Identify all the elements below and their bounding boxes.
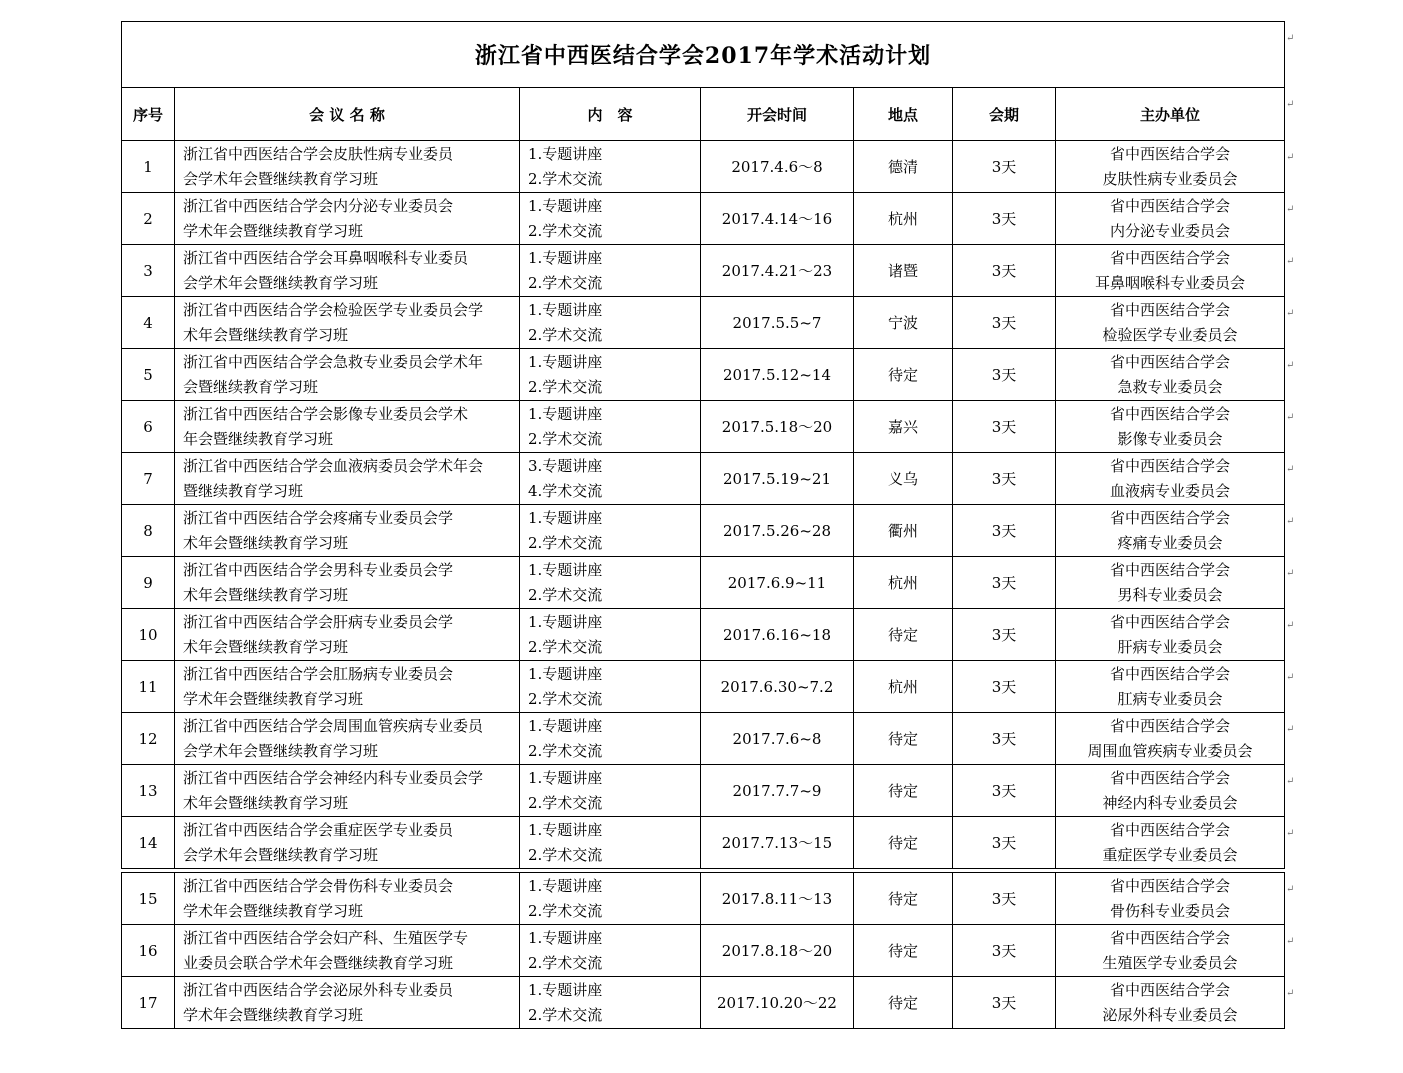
meeting-duration: 3天 <box>953 505 1056 557</box>
meeting-content <box>520 873 701 925</box>
organizer-line: 周围血管疾病专业委员会 <box>1087 741 1253 760</box>
content-line: 1.专题讲座 <box>528 248 603 267</box>
meeting-content <box>520 609 701 661</box>
meeting-time: 2017.5.12~14 <box>701 349 854 401</box>
meeting-duration: 3天 <box>953 873 1056 925</box>
meeting-place: 待定 <box>854 609 953 661</box>
header-cell: 地点 <box>854 88 953 141</box>
paragraph-mark-icon: ↵ <box>1286 672 1295 683</box>
meeting-duration: 3天 <box>953 977 1056 1029</box>
organizer-line: 省中西医结合学会 <box>1110 144 1231 163</box>
meeting-content <box>520 401 701 453</box>
content-line: 1.专题讲座 <box>528 820 603 839</box>
paragraph-mark-icon: ↵ <box>1286 936 1295 947</box>
meeting-place: 义乌 <box>854 453 953 505</box>
meeting-place: 杭州 <box>854 557 953 609</box>
meeting-name-line: 术年会暨继续教育学习班 <box>183 793 349 812</box>
organizer-line: 省中西医结合学会 <box>1110 612 1231 631</box>
meeting-name <box>175 297 520 349</box>
organizer <box>1056 349 1285 401</box>
meeting-place: 杭州 <box>854 661 953 713</box>
organizer-line: 生殖医学专业委员会 <box>1102 953 1238 972</box>
content-line: 1.专题讲座 <box>528 352 603 371</box>
organizer-line: 省中西医结合学会 <box>1110 508 1231 527</box>
organizer <box>1056 557 1285 609</box>
document-sheet <box>121 21 1284 1029</box>
meeting-name-line: 浙江省中西医结合学会骨伤科专业委员会 <box>183 876 454 895</box>
paragraph-mark-icon: ↵ <box>1286 724 1295 735</box>
meeting-name <box>175 765 520 817</box>
organizer-line: 省中西医结合学会 <box>1110 768 1231 787</box>
table-row <box>122 817 1285 869</box>
header-cell: 开会时间 <box>701 88 854 141</box>
meeting-duration: 3天 <box>953 557 1056 609</box>
organizer <box>1056 977 1285 1029</box>
meeting-duration: 3天 <box>953 925 1056 977</box>
content-line: 1.专题讲座 <box>528 300 603 319</box>
organizer-line: 内分泌专业委员会 <box>1110 221 1231 240</box>
row-number: 10 <box>122 609 175 661</box>
meeting-place: 宁波 <box>854 297 953 349</box>
table-row <box>122 141 1285 193</box>
content-line: 1.专题讲座 <box>528 876 603 895</box>
content-line: 1.专题讲座 <box>528 560 603 579</box>
row-number: 2 <box>122 193 175 245</box>
row-number: 9 <box>122 557 175 609</box>
organizer-line: 省中西医结合学会 <box>1110 352 1231 371</box>
paragraph-mark-icon: ↵ <box>1286 360 1295 371</box>
organizer-line: 省中西医结合学会 <box>1110 876 1231 895</box>
meeting-name-line: 浙江省中西医结合学会肝病专业委员会学 <box>183 612 454 631</box>
meeting-duration: 3天 <box>953 765 1056 817</box>
meeting-content <box>520 925 701 977</box>
paragraph-mark-icon: ↵ <box>1286 828 1295 839</box>
row-number: 13 <box>122 765 175 817</box>
meeting-place: 诸暨 <box>854 245 953 297</box>
header-cell: 会期 <box>953 88 1056 141</box>
paragraph-mark-icon: ↵ <box>1286 33 1295 44</box>
organizer-line: 神经内科专业委员会 <box>1102 793 1238 812</box>
paragraph-mark-icon: ↵ <box>1286 620 1295 631</box>
content-line: 2.学术交流 <box>528 689 603 708</box>
meeting-place: 待定 <box>854 349 953 401</box>
meeting-time: 2017.6.9~11 <box>701 557 854 609</box>
content-line: 2.学术交流 <box>528 953 603 972</box>
meeting-time: 2017.6.30~7.2 <box>701 661 854 713</box>
row-number: 14 <box>122 817 175 869</box>
table-row <box>122 349 1285 401</box>
content-line: 2.学术交流 <box>528 637 603 656</box>
content-line: 1.专题讲座 <box>528 612 603 631</box>
organizer <box>1056 401 1285 453</box>
meeting-name-line: 浙江省中西医结合学会耳鼻咽喉科专业委员 <box>183 248 469 267</box>
meeting-name-line: 浙江省中西医结合学会男科专业委员会学 <box>183 560 454 579</box>
organizer <box>1056 141 1285 193</box>
organizer <box>1056 193 1285 245</box>
organizer-line: 肛病专业委员会 <box>1117 689 1223 708</box>
organizer <box>1056 713 1285 765</box>
meeting-time: 2017.8.18～20 <box>701 925 854 977</box>
meeting-duration: 3天 <box>953 713 1056 765</box>
organizer <box>1056 609 1285 661</box>
meeting-name-line: 浙江省中西医结合学会神经内科专业委员会学 <box>183 768 484 787</box>
paragraph-mark-icon: ↵ <box>1286 516 1295 527</box>
meeting-name-line: 学术年会暨继续教育学习班 <box>183 901 364 920</box>
organizer-line: 省中西医结合学会 <box>1110 820 1231 839</box>
meeting-name <box>175 713 520 765</box>
meeting-content <box>520 661 701 713</box>
meeting-time: 2017.8.11～13 <box>701 873 854 925</box>
meeting-name <box>175 873 520 925</box>
meeting-duration: 3天 <box>953 297 1056 349</box>
table-row <box>122 193 1285 245</box>
meeting-name <box>175 245 520 297</box>
content-line: 2.学术交流 <box>528 377 603 396</box>
meeting-name-line: 浙江省中西医结合学会疼痛专业委员会学 <box>183 508 454 527</box>
content-line: 2.学术交流 <box>528 1005 603 1024</box>
content-line: 2.学术交流 <box>528 169 603 188</box>
meeting-duration: 3天 <box>953 453 1056 505</box>
meeting-name-line: 术年会暨继续教育学习班 <box>183 585 349 604</box>
row-number: 1 <box>122 141 175 193</box>
header-cell: 内 容 <box>520 88 701 141</box>
organizer-line: 检验医学专业委员会 <box>1102 325 1238 344</box>
meeting-place: 待定 <box>854 925 953 977</box>
meeting-name <box>175 557 520 609</box>
meeting-time: 2017.10.20～22 <box>701 977 854 1029</box>
meeting-name-line: 浙江省中西医结合学会泌尿外科专业委员 <box>183 980 454 999</box>
meeting-name-line: 浙江省中西医结合学会肛肠病专业委员会 <box>183 664 454 683</box>
meeting-place: 待定 <box>854 977 953 1029</box>
meeting-name <box>175 453 520 505</box>
organizer-line: 泌尿外科专业委员会 <box>1102 1005 1238 1024</box>
organizer-line: 影像专业委员会 <box>1117 429 1223 448</box>
table-row <box>122 453 1285 505</box>
organizer-line: 皮肤性病专业委员会 <box>1102 169 1238 188</box>
content-line: 2.学术交流 <box>528 429 603 448</box>
organizer <box>1056 245 1285 297</box>
row-number: 7 <box>122 453 175 505</box>
meeting-name-line: 术年会暨继续教育学习班 <box>183 325 349 344</box>
paragraph-mark-icon: ↵ <box>1286 412 1295 423</box>
meeting-time: 2017.5.19~21 <box>701 453 854 505</box>
content-line: 1.专题讲座 <box>528 716 603 735</box>
row-number: 8 <box>122 505 175 557</box>
organizer <box>1056 505 1285 557</box>
paragraph-mark-icon: ↵ <box>1286 568 1295 579</box>
meeting-place: 德清 <box>854 141 953 193</box>
meeting-name <box>175 661 520 713</box>
organizer-line: 肝病专业委员会 <box>1117 637 1223 656</box>
meeting-time: 2017.4.6～8 <box>701 141 854 193</box>
meeting-duration: 3天 <box>953 349 1056 401</box>
meeting-content <box>520 765 701 817</box>
content-line: 2.学术交流 <box>528 901 603 920</box>
meeting-content <box>520 505 701 557</box>
content-line: 1.专题讲座 <box>528 980 603 999</box>
header-cell: 主办单位 <box>1056 88 1285 141</box>
meeting-name <box>175 141 520 193</box>
meeting-name-line: 学术年会暨继续教育学习班 <box>183 221 364 240</box>
meeting-time: 2017.7.13～15 <box>701 817 854 869</box>
meeting-time: 2017.6.16~18 <box>701 609 854 661</box>
meeting-name-line: 会暨继续教育学习班 <box>183 377 319 396</box>
activity-plan-table <box>121 21 1285 1029</box>
meeting-name <box>175 349 520 401</box>
header-cell: 会 议 名 称 <box>175 88 520 141</box>
row-number: 6 <box>122 401 175 453</box>
meeting-time: 2017.7.7~9 <box>701 765 854 817</box>
table-row <box>122 557 1285 609</box>
paragraph-mark-icon: ↵ <box>1286 99 1295 110</box>
meeting-place: 待定 <box>854 765 953 817</box>
meeting-content <box>520 193 701 245</box>
row-number: 4 <box>122 297 175 349</box>
content-line: 2.学术交流 <box>528 325 603 344</box>
meeting-content <box>520 557 701 609</box>
organizer-line: 省中西医结合学会 <box>1110 716 1231 735</box>
meeting-place: 待定 <box>854 713 953 765</box>
table-row <box>122 505 1285 557</box>
content-line: 2.学术交流 <box>528 533 603 552</box>
content-line: 1.专题讲座 <box>528 664 603 683</box>
meeting-name-line: 学术年会暨继续教育学习班 <box>183 1005 364 1024</box>
meeting-name-line: 浙江省中西医结合学会影像专业委员会学术 <box>183 404 469 423</box>
content-line: 1.专题讲座 <box>528 196 603 215</box>
organizer-line: 重症医学专业委员会 <box>1102 845 1238 864</box>
meeting-place: 待定 <box>854 873 953 925</box>
organizer <box>1056 765 1285 817</box>
meeting-name-line: 会学术年会暨继续教育学习班 <box>183 273 379 292</box>
table-row <box>122 609 1285 661</box>
paragraph-mark-icon: ↵ <box>1286 256 1295 267</box>
header-row <box>122 88 1285 141</box>
table-row <box>122 925 1285 977</box>
meeting-time: 2017.5.26~28 <box>701 505 854 557</box>
paragraph-mark-icon: ↵ <box>1286 988 1295 999</box>
meeting-name-line: 浙江省中西医结合学会急救专业委员会学术年 <box>183 352 484 371</box>
meeting-name-line: 业委员会联合学术年会暨继续教育学习班 <box>183 953 454 972</box>
meeting-name-line: 浙江省中西医结合学会妇产科、生殖医学专 <box>183 928 469 947</box>
meeting-name-line: 会学术年会暨继续教育学习班 <box>183 741 379 760</box>
meeting-name-line: 术年会暨继续教育学习班 <box>183 533 349 552</box>
meeting-name-line: 会学术年会暨继续教育学习班 <box>183 845 379 864</box>
table-title: 浙江省中西医结合学会2017年学术活动计划 <box>122 22 1285 88</box>
meeting-name-line: 浙江省中西医结合学会血液病委员会学术年会 <box>183 456 484 475</box>
organizer-line: 省中西医结合学会 <box>1110 248 1231 267</box>
table-row <box>122 245 1285 297</box>
meeting-content <box>520 817 701 869</box>
content-line: 2.学术交流 <box>528 585 603 604</box>
organizer-line: 省中西医结合学会 <box>1110 300 1231 319</box>
meeting-name-line: 浙江省中西医结合学会皮肤性病专业委员 <box>183 144 454 163</box>
meeting-name <box>175 817 520 869</box>
meeting-name-line: 年会暨继续教育学习班 <box>183 429 334 448</box>
meeting-time: 2017.5.18～20 <box>701 401 854 453</box>
organizer-line: 省中西医结合学会 <box>1110 928 1231 947</box>
organizer <box>1056 817 1285 869</box>
meeting-content <box>520 297 701 349</box>
meeting-name-line: 浙江省中西医结合学会检验医学专业委员会学 <box>183 300 484 319</box>
organizer <box>1056 297 1285 349</box>
meeting-name <box>175 193 520 245</box>
meeting-place: 待定 <box>854 817 953 869</box>
header-cell: 序号 <box>122 88 175 141</box>
organizer <box>1056 661 1285 713</box>
content-line: 2.学术交流 <box>528 221 603 240</box>
meeting-place: 杭州 <box>854 193 953 245</box>
row-number: 15 <box>122 873 175 925</box>
row-number: 11 <box>122 661 175 713</box>
content-line: 4.学术交流 <box>528 481 603 500</box>
meeting-duration: 3天 <box>953 245 1056 297</box>
organizer <box>1056 873 1285 925</box>
organizer-line: 省中西医结合学会 <box>1110 404 1231 423</box>
paragraph-mark-icon: ↵ <box>1286 776 1295 787</box>
meeting-time: 2017.7.6~8 <box>701 713 854 765</box>
meeting-time: 2017.5.5~7 <box>701 297 854 349</box>
organizer-line: 省中西医结合学会 <box>1110 560 1231 579</box>
table-row <box>122 401 1285 453</box>
meeting-content <box>520 141 701 193</box>
meeting-content <box>520 245 701 297</box>
organizer-line: 血液病专业委员会 <box>1110 481 1231 500</box>
table-row <box>122 713 1285 765</box>
content-line: 2.学术交流 <box>528 793 603 812</box>
row-number: 17 <box>122 977 175 1029</box>
organizer-line: 省中西医结合学会 <box>1110 664 1231 683</box>
meeting-name <box>175 977 520 1029</box>
content-line: 1.专题讲座 <box>528 928 603 947</box>
meeting-name <box>175 925 520 977</box>
meeting-time: 2017.4.21～23 <box>701 245 854 297</box>
meeting-name-line: 暨继续教育学习班 <box>183 481 304 500</box>
meeting-duration: 3天 <box>953 141 1056 193</box>
organizer-line: 省中西医结合学会 <box>1110 456 1231 475</box>
meeting-content <box>520 713 701 765</box>
organizer-line: 急救专业委员会 <box>1117 377 1223 396</box>
meeting-name <box>175 609 520 661</box>
table-row <box>122 297 1285 349</box>
meeting-content <box>520 453 701 505</box>
meeting-name-line: 学术年会暨继续教育学习班 <box>183 689 364 708</box>
organizer-line: 骨伤科专业委员会 <box>1110 901 1231 920</box>
paragraph-mark-icon: ↵ <box>1286 464 1295 475</box>
table-row <box>122 977 1285 1029</box>
organizer <box>1056 453 1285 505</box>
meeting-duration: 3天 <box>953 817 1056 869</box>
content-line: 2.学术交流 <box>528 741 603 760</box>
meeting-duration: 3天 <box>953 609 1056 661</box>
table-row <box>122 661 1285 713</box>
paragraph-mark-icon: ↵ <box>1286 204 1295 215</box>
meeting-place: 嘉兴 <box>854 401 953 453</box>
meeting-content <box>520 977 701 1029</box>
content-line: 1.专题讲座 <box>528 144 603 163</box>
content-line: 1.专题讲座 <box>528 404 603 423</box>
meeting-place: 衢州 <box>854 505 953 557</box>
organizer-line: 耳鼻咽喉科专业委员会 <box>1095 273 1246 292</box>
meeting-name-line: 会学术年会暨继续教育学习班 <box>183 169 379 188</box>
meeting-name <box>175 505 520 557</box>
paragraph-mark-icon: ↵ <box>1286 152 1295 163</box>
meeting-name <box>175 401 520 453</box>
paragraph-mark-icon: ↵ <box>1286 308 1295 319</box>
content-line: 3.专题讲座 <box>528 456 603 475</box>
content-line: 2.学术交流 <box>528 845 603 864</box>
meeting-content <box>520 349 701 401</box>
paragraph-mark-icon: ↵ <box>1286 884 1295 895</box>
organizer-line: 省中西医结合学会 <box>1110 196 1231 215</box>
meeting-name-line: 术年会暨继续教育学习班 <box>183 637 349 656</box>
organizer-line: 疼痛专业委员会 <box>1117 533 1223 552</box>
row-number: 5 <box>122 349 175 401</box>
content-line: 1.专题讲座 <box>528 768 603 787</box>
table-row <box>122 873 1285 925</box>
row-number: 12 <box>122 713 175 765</box>
content-line: 1.专题讲座 <box>528 508 603 527</box>
table-row <box>122 765 1285 817</box>
meeting-name-line: 浙江省中西医结合学会内分泌专业委员会 <box>183 196 454 215</box>
meeting-name-line: 浙江省中西医结合学会重症医学专业委员 <box>183 820 454 839</box>
organizer-line: 省中西医结合学会 <box>1110 980 1231 999</box>
meeting-time: 2017.4.14～16 <box>701 193 854 245</box>
row-number: 3 <box>122 245 175 297</box>
meeting-duration: 3天 <box>953 401 1056 453</box>
row-number: 16 <box>122 925 175 977</box>
organizer <box>1056 925 1285 977</box>
meeting-duration: 3天 <box>953 193 1056 245</box>
meeting-name-line: 浙江省中西医结合学会周围血管疾病专业委员 <box>183 716 484 735</box>
content-line: 2.学术交流 <box>528 273 603 292</box>
meeting-duration: 3天 <box>953 661 1056 713</box>
organizer-line: 男科专业委员会 <box>1117 585 1223 604</box>
